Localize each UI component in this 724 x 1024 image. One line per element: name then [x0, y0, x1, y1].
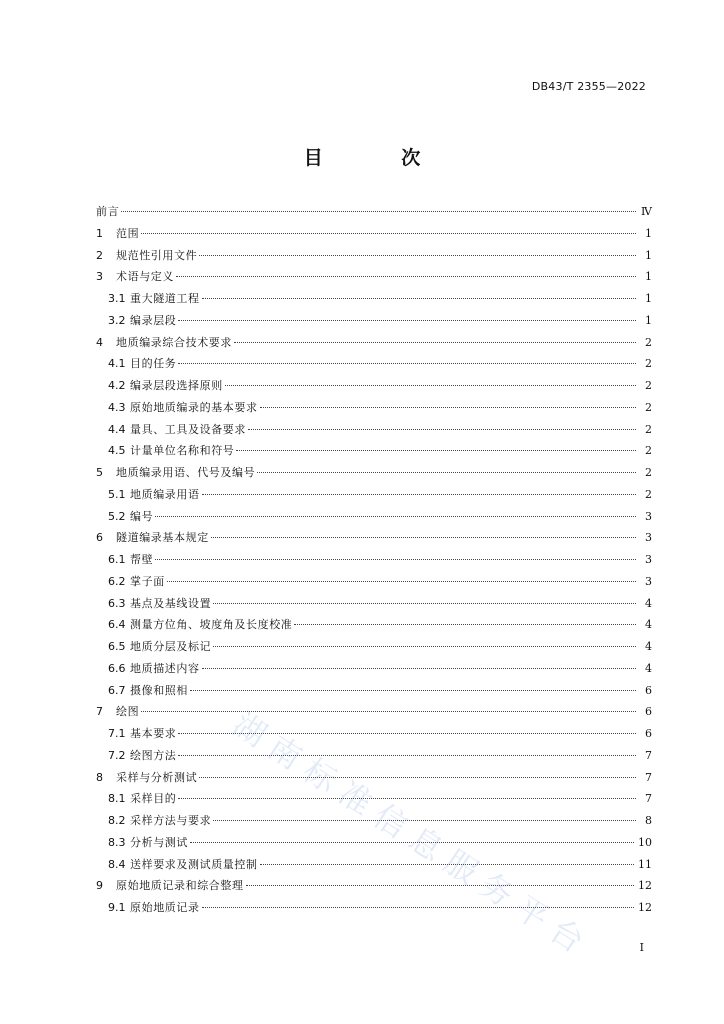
- toc-entry-title: 送样要求及测试质量控制: [130, 857, 258, 871]
- toc-leader-dots: [246, 885, 634, 886]
- toc-entry-number: 6.7: [108, 683, 126, 697]
- toc-entry-number: 2: [96, 248, 103, 262]
- toc-entry-page: 1: [645, 248, 652, 262]
- toc-leader-dots: [178, 798, 636, 799]
- toc-entry-page: 6: [645, 705, 652, 719]
- toc-entry-title: 地质分层及标记: [130, 640, 212, 653]
- toc-entry[interactable]: [96, 680, 652, 702]
- page-title: 目 次: [303, 147, 457, 169]
- toc-entry-page: 1: [645, 226, 652, 240]
- toc-entry-title: 地质编录用语: [130, 487, 200, 501]
- toc-entry-title: 范围: [116, 226, 140, 240]
- toc-leader-dots: [213, 603, 636, 604]
- toc-entry-title: 采样方法与要求: [130, 814, 212, 827]
- toc-entry[interactable]: [96, 897, 652, 919]
- toc-entry-number: 7: [96, 705, 103, 719]
- page-number: I: [639, 941, 644, 954]
- toc-entry[interactable]: [96, 549, 652, 571]
- toc-entry[interactable]: [96, 745, 652, 767]
- toc-entry-number: 5: [96, 466, 103, 479]
- toc-leader-dots: [202, 907, 634, 908]
- toc-entry-number: 6.3: [108, 596, 126, 610]
- toc-entry-title: 帮壁: [130, 553, 154, 566]
- toc-entry[interactable]: [96, 201, 652, 223]
- toc-leader-dots: [167, 581, 636, 582]
- toc-entry-title: 编录层段: [130, 313, 177, 327]
- toc-entry[interactable]: [96, 875, 652, 897]
- toc-entry[interactable]: [96, 527, 652, 549]
- toc-entry[interactable]: [96, 397, 652, 419]
- toc-leader-dots: [199, 255, 636, 256]
- toc-entry-number: 8.4: [108, 857, 126, 871]
- toc-entry-title: 摄像和照相: [130, 683, 188, 697]
- toc-entry-number: 7.1: [108, 727, 126, 740]
- toc-leader-dots: [178, 733, 636, 734]
- toc-entry-number: 6.2: [108, 574, 126, 588]
- toc-leader-dots: [294, 624, 636, 625]
- toc-entry-title: 编录层段选择原则: [130, 379, 223, 392]
- toc-entry-page: 7: [645, 770, 652, 784]
- toc-entry-number: 4.5: [108, 444, 126, 458]
- document-code: DB43/T 2355—2022: [531, 80, 646, 93]
- toc-entry[interactable]: [96, 701, 652, 723]
- toc-entry-title: 前言: [96, 205, 120, 218]
- toc-entry-number: 3: [96, 270, 103, 284]
- toc-entry-title: 量具、工具及设备要求: [130, 422, 246, 436]
- toc-entry[interactable]: [96, 854, 652, 876]
- toc-leader-dots: [141, 233, 636, 234]
- toc-entry-title: 基本要求: [130, 727, 177, 740]
- toc-leader-dots: [155, 516, 636, 517]
- toc-entry[interactable]: [96, 832, 652, 854]
- toc-entry-page: 2: [645, 357, 652, 371]
- toc-entry[interactable]: [96, 723, 652, 745]
- toc-entry-title: 重大隧道工程: [130, 292, 200, 305]
- toc-entry-page: 2: [645, 335, 652, 349]
- toc-entry[interactable]: [96, 440, 652, 462]
- toc-leader-dots: [178, 363, 636, 364]
- toc-entry[interactable]: [96, 788, 652, 810]
- toc-entry-page: 4: [645, 618, 652, 632]
- toc-entry-page: 2: [645, 487, 652, 501]
- toc-entry-page: 4: [645, 596, 652, 610]
- toc-entry-number: 4.1: [108, 357, 126, 371]
- toc-entry-page: 1: [645, 270, 652, 284]
- toc-entry-page: 3: [645, 574, 652, 588]
- toc-entry-title: 地质编录综合技术要求: [116, 335, 232, 349]
- toc-entry-number: 9: [96, 879, 103, 893]
- toc-entry[interactable]: [96, 636, 652, 658]
- toc-entry-title: 术语与定义: [116, 270, 174, 284]
- toc-leader-dots: [202, 668, 636, 669]
- toc-entry-page: 6: [645, 727, 652, 740]
- toc-entry-page: 3: [645, 509, 652, 523]
- toc-entry-page: 3: [645, 531, 652, 545]
- toc-leader-dots: [257, 472, 636, 473]
- toc-entry[interactable]: [96, 506, 652, 528]
- toc-entry-number: 6.4: [108, 618, 126, 632]
- toc-leader-dots: [213, 820, 636, 821]
- toc-entry-page: 1: [645, 313, 652, 327]
- toc-entry-title: 基点及基线设置: [130, 596, 212, 610]
- toc-entry-number: 8.1: [108, 792, 126, 806]
- toc-leader-dots: [202, 298, 636, 299]
- toc-leader-dots: [155, 559, 636, 560]
- watermark: 湖南标准信息服务平台: [226, 705, 599, 966]
- toc-entry[interactable]: [96, 353, 652, 375]
- toc-entry-number: 6.1: [108, 553, 126, 566]
- toc-leader-dots: [199, 777, 636, 778]
- toc-entry-number: 6.5: [108, 640, 126, 653]
- toc-entry-number: 4: [96, 335, 103, 349]
- toc-entry-page: 1: [645, 292, 652, 305]
- toc-entry-page: 3: [645, 553, 652, 566]
- toc-leader-dots: [121, 211, 636, 212]
- toc-entry-title: 计量单位名称和符号: [130, 444, 235, 458]
- toc-leader-dots: [178, 755, 636, 756]
- toc-entry-page: 2: [645, 422, 652, 436]
- toc-entry-title: 绘图: [116, 705, 140, 719]
- toc-leader-dots: [260, 864, 634, 865]
- toc-entry[interactable]: [96, 614, 652, 636]
- toc-entry[interactable]: [96, 658, 652, 680]
- toc-entry-number: 8.2: [108, 814, 126, 827]
- toc-entry-title: 原始地质记录: [130, 901, 200, 914]
- toc-entry-number: 6: [96, 531, 103, 545]
- toc-entry-number: 1: [96, 226, 103, 240]
- toc-entry[interactable]: [96, 266, 652, 288]
- toc-entry[interactable]: [96, 571, 652, 593]
- toc-entry[interactable]: [96, 593, 652, 615]
- toc-entry-number: 5.1: [108, 487, 126, 501]
- toc-entry-number: 8.3: [108, 835, 126, 849]
- toc-entry-title: 测量方位角、坡度角及长度校准: [130, 618, 293, 632]
- toc-entry-title: 目的任务: [130, 357, 177, 371]
- toc-entry-number: 3.2: [108, 313, 126, 327]
- toc-entry-page: 7: [645, 792, 652, 806]
- toc-entry[interactable]: [96, 245, 652, 267]
- toc-entry-number: 6.6: [108, 661, 126, 675]
- toc-entry-page: 8: [645, 814, 652, 827]
- toc-leader-dots: [141, 711, 636, 712]
- toc-entry-page: 2: [645, 379, 652, 392]
- toc-leader-dots: [202, 494, 636, 495]
- table-of-contents: [96, 201, 652, 919]
- toc-entry-number: 5.2: [108, 509, 126, 523]
- toc-leader-dots: [190, 842, 634, 843]
- toc-entry-page: Ⅳ: [641, 205, 652, 218]
- toc-entry-page: 10: [638, 835, 652, 849]
- toc-entry-title: 隧道编录基本规定: [116, 531, 209, 545]
- toc-entry[interactable]: [96, 288, 652, 310]
- toc-entry[interactable]: [96, 484, 652, 506]
- toc-entry-number: 8: [96, 770, 103, 784]
- toc-leader-dots: [234, 342, 636, 343]
- toc-entry-title: 规范性引用文件: [116, 248, 198, 262]
- toc-leader-dots: [190, 690, 636, 691]
- toc-entry[interactable]: [96, 419, 652, 441]
- toc-leader-dots: [176, 276, 636, 277]
- toc-entry-title: 原始地质记录和综合整理: [116, 879, 244, 893]
- toc-entry-title: 地质描述内容: [130, 661, 200, 675]
- toc-leader-dots: [236, 450, 636, 451]
- toc-entry-page: 12: [638, 901, 652, 914]
- toc-entry-number: 9.1: [108, 901, 126, 914]
- toc-entry-page: 11: [638, 857, 652, 871]
- toc-entry-page: 2: [645, 466, 652, 479]
- toc-entry-title: 原始地质编录的基本要求: [130, 400, 258, 414]
- toc-entry-page: 2: [645, 444, 652, 458]
- toc-entry[interactable]: [96, 462, 652, 484]
- toc-entry-title: 采样目的: [130, 792, 177, 806]
- toc-entry-title: 绘图方法: [130, 748, 177, 762]
- toc-entry-title: 采样与分析测试: [116, 770, 198, 784]
- toc-leader-dots: [260, 407, 636, 408]
- toc-entry[interactable]: [96, 375, 652, 397]
- toc-entry-number: 4.2: [108, 379, 126, 392]
- toc-entry[interactable]: [96, 810, 652, 832]
- toc-leader-dots: [225, 385, 636, 386]
- toc-entry[interactable]: [96, 223, 652, 245]
- toc-entry[interactable]: [96, 767, 652, 789]
- toc-entry-title: 掌子面: [130, 574, 165, 588]
- toc-leader-dots: [213, 646, 636, 647]
- toc-entry-page: 4: [645, 661, 652, 675]
- toc-entry-number: 4.3: [108, 400, 126, 414]
- toc-entry[interactable]: [96, 332, 652, 354]
- toc-entry-page: 2: [645, 400, 652, 414]
- toc-entry-page: 6: [645, 683, 652, 697]
- toc-entry[interactable]: [96, 310, 652, 332]
- toc-leader-dots: [211, 537, 636, 538]
- toc-entry-page: 4: [645, 640, 652, 653]
- toc-entry-number: 3.1: [108, 292, 126, 305]
- toc-entry-page: 7: [645, 748, 652, 762]
- toc-entry-title: 编号: [130, 509, 154, 523]
- toc-leader-dots: [248, 429, 636, 430]
- toc-entry-title: 分析与测试: [130, 835, 188, 849]
- toc-entry-title: 地质编录用语、代号及编号: [116, 466, 256, 479]
- toc-entry-page: 12: [638, 879, 652, 893]
- toc-leader-dots: [178, 320, 636, 321]
- toc-entry-number: 4.4: [108, 422, 126, 436]
- toc-entry-number: 7.2: [108, 748, 126, 762]
